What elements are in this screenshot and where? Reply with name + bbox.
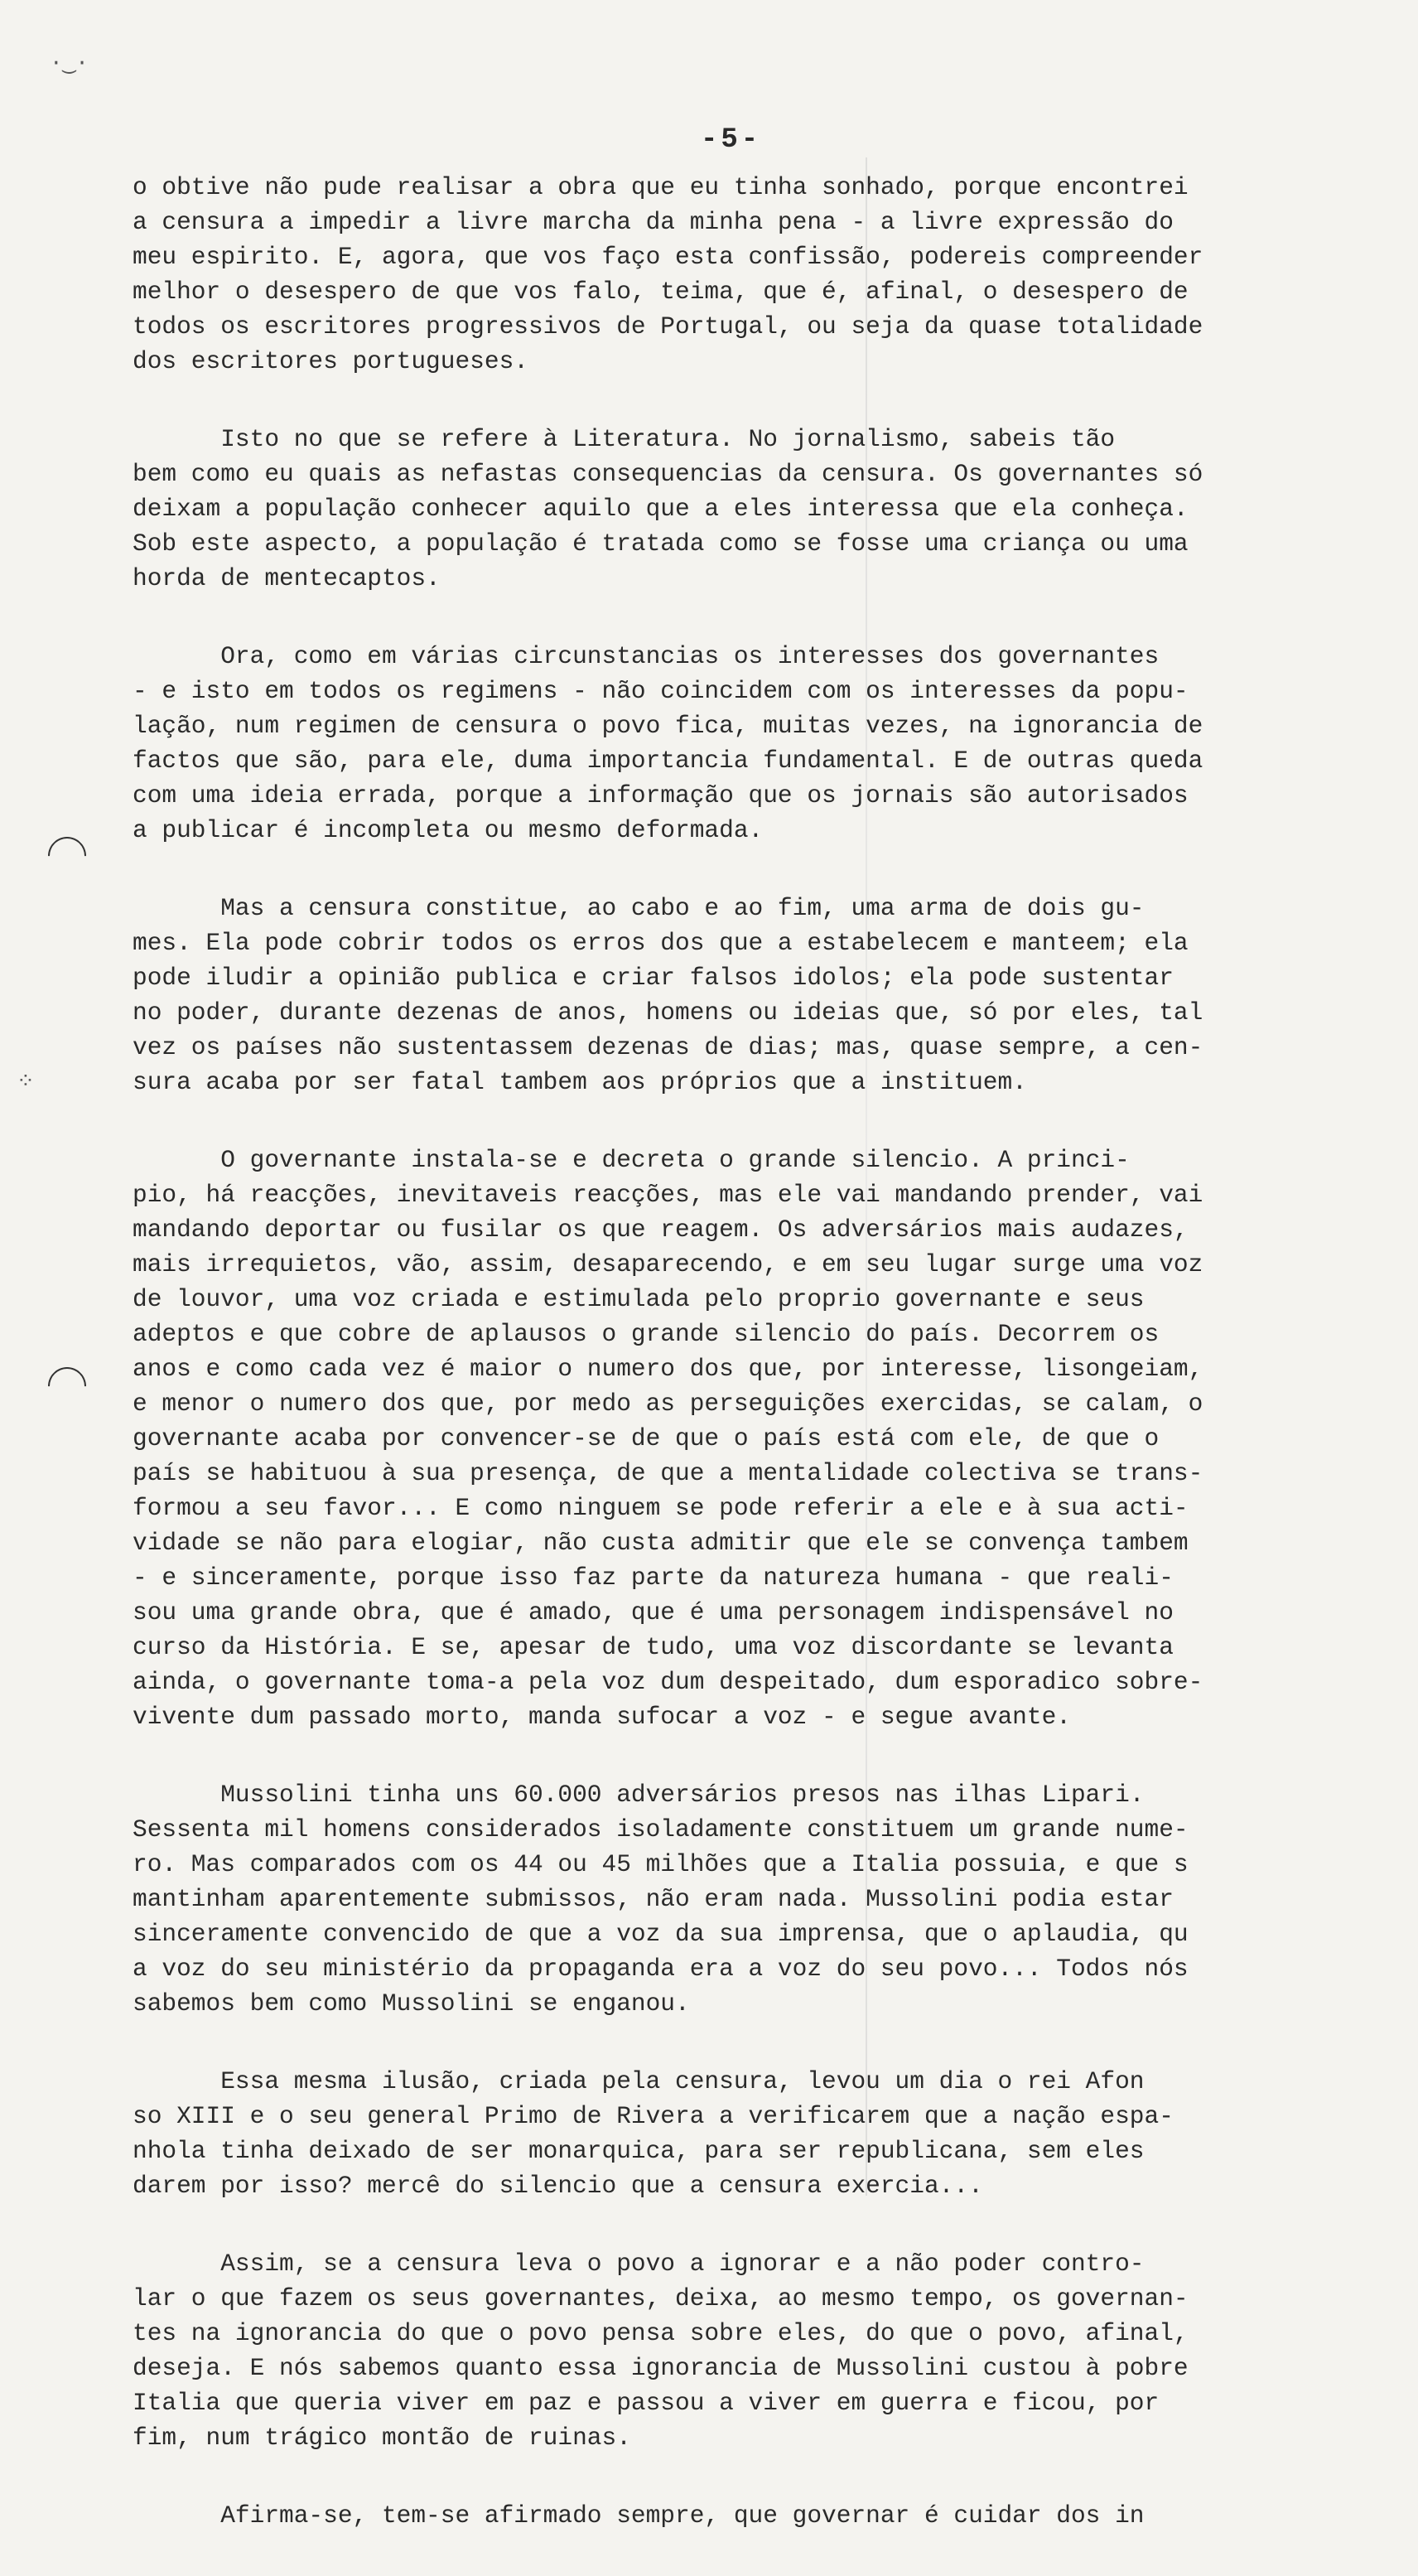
text-line: vez os países não sustentassem dezenas de dias; mas, quase sempre, a cen- [133,1033,1203,1061]
text-line: a voz do seu ministério da propaganda era a voz do seu povo... Todos nós [133,1955,1189,1983]
paragraph [133,1777,1358,2021]
text-line: nhola tinha deixado de ser monarquica, para ser republicana, sem eles [133,2137,1145,2165]
text-line: fim, num trágico montão de ruinas. [133,2424,631,2452]
text-line: Mussolini tinha uns 60.000 adversários presos nas ilhas Lipari. [133,1781,1145,1809]
text-line: a publicar é incompleta ou mesmo deformada. [133,816,764,844]
text-line: mais irrequietos, vão, assim, desaparecendo, e em seu lugar surge uma voz [133,1250,1203,1278]
text-line: Isto no que se refere à Literatura. No jornalismo, sabeis tão [133,425,1116,453]
text-line: vidade se não para elogiar, não custa admitir que ele se convença tambem [133,1529,1189,1557]
text-line: deseja. E nós sabemos quanto essa ignorancia de Mussolini custou à pobre [133,2354,1189,2382]
text-line: O governante instala-se e decreta o grande silencio. A princi- [133,1146,1130,1174]
text-line: factos que são, para ele, duma importancia fundamental. E de outras queda [133,747,1203,775]
text-line: mandando deportar ou fusilar os que reagem. Os adversários mais audazes, [133,1216,1189,1244]
text-line: lar o que fazem os seus governantes, deixa, ao mesmo tempo, os governan- [133,2284,1189,2313]
text-line: e menor o numero dos que, por medo as perseguições exercidas, se calam, o [133,1389,1203,1418]
text-line: a censura a impedir a livre marcha da minha pena - a livre expressão do [133,208,1174,236]
document-body [133,170,1358,2576]
text-line: vivente dum passado morto, manda sufocar a voz - e segue avante. [133,1703,1071,1731]
text-line: - e isto em todos os regimens - não coincidem com os interesses da popu- [133,677,1189,705]
paragraph [133,170,1358,379]
text-line: Essa mesma ilusão, criada pela censura, levou um dia o rei Afon [133,2067,1145,2095]
text-line: tes na ignorancia do que o povo pensa sobre eles, do que o povo, afinal, [133,2319,1189,2347]
text-line: Mas a censura constitue, ao cabo e ao fim, uma arma de dois gu- [133,894,1145,922]
ink-speck: ⁘ [17,1070,35,1095]
text-line: Sessenta mil homens considerados isoladamente constituem um grande nume- [133,1815,1189,1844]
text-line: so XIII e o seu general Primo de Rivera a verificarem que a nação espa- [133,2102,1174,2130]
text-line: governante acaba por convencer-se de que o país está com ele, de que o [133,1424,1160,1452]
text-line: Ora, como em várias circunstancias os interesses dos governantes [133,642,1160,670]
text-line: anos e como cada vez é maior o numero dos que, por interesse, lisongeiam, [133,1355,1203,1383]
paragraph [133,2246,1358,2455]
text-line: dos escritores portugueses. [133,347,528,375]
text-line: Afirma-se, tem-se afirmado sempre, que governar é cuidar dos in [133,2501,1145,2530]
paragraph [133,639,1358,848]
text-line: com uma ideia errada, porque a informação que os jornais são autorisados [133,781,1189,810]
paragraph [133,2498,1358,2533]
text-line: Assim, se a censura leva o povo a ignorar e a não poder contro- [133,2250,1145,2278]
text-line: Sob este aspecto, a população é tratada como se fosse uma criança ou uma [133,529,1189,558]
text-line: sou uma grande obra, que é amado, que é uma personagem indispensável no [133,1598,1174,1626]
text-line: - e sinceramente, porque isso faz parte da natureza humana - que reali- [133,1563,1174,1592]
corner-mark: ·‿· [50,51,89,75]
paragraph [133,891,1358,1100]
text-line: bem como eu quais as nefastas consequencias da censura. Os governantes só [133,460,1203,488]
text-line: ainda, o governante toma-a pela voz dum despeitado, dum esporadico sobre- [133,1668,1203,1696]
text-line: de louvor, uma voz criada e estimulada pelo proprio governante e seus [133,1285,1145,1313]
text-line: lação, num regimen de censura o povo fica, muitas vezes, na ignorancia de [133,712,1203,740]
text-line: melhor o desespero de que vos falo, teima, que é, afinal, o desespero de [133,278,1189,306]
page-number: -5- [701,124,762,156]
text-line: no poder, durante dezenas de anos, homens ou ideias que, só por eles, tal [133,998,1203,1027]
paragraph [133,2064,1358,2203]
text-line: todos os escritores progressivos de Portugal, ou seja da quase totalidade [133,312,1203,341]
text-line: Italia que queria viver em paz e passou a viver em guerra e ficou, por [133,2389,1160,2417]
text-line: mes. Ela pode cobrir todos os erros dos que a estabelecem e manteem; ela [133,929,1189,957]
text-line: sabemos bem como Mussolini se enganou. [133,1989,690,2018]
text-line: mantinham aparentemente submissos, não eram nada. Mussolini podia estar [133,1885,1174,1913]
text-line: o obtive não pude realisar a obra que eu tinha sonhado, porque encontrei [133,173,1189,201]
punch-hole-mark [40,1359,94,1413]
punch-hole-mark [40,829,94,882]
text-line: pio, há reacções, inevitaveis reacções, mas ele vai mandando prender, vai [133,1181,1203,1209]
text-line: deixam a população conhecer aquilo que a eles interessa que ela conheça. [133,495,1189,523]
text-line: pode iludir a opinião publica e criar falsos idolos; ela pode sustentar [133,964,1174,992]
text-line: sura acaba por ser fatal tambem aos próprios que a instituem. [133,1068,1027,1096]
text-line: curso da História. E se, apesar de tudo, uma voz discordante se levanta [133,1633,1174,1661]
paragraph [133,422,1358,596]
text-line: ro. Mas comparados com os 44 ou 45 milhões que a Italia possuia, e que s [133,1850,1189,1878]
text-line: horda de mentecaptos. [133,564,441,592]
text-line: adeptos e que cobre de aplausos o grande silencio do país. Decorrem os [133,1320,1160,1348]
paragraph [133,1143,1358,1734]
text-line: sinceramente convencido de que a voz da sua imprensa, que o aplaudia, qu [133,1920,1189,1948]
text-line: país se habituou à sua presença, de que a mentalidade colectiva se trans- [133,1459,1203,1487]
text-line: darem por isso? mercê do silencio que a censura exercia... [133,2172,983,2200]
text-line: formou a seu favor... E como ninguem se pode referir a ele e à sua acti- [133,1494,1189,1522]
text-line: meu espirito. E, agora, que vos faço esta confissão, podereis compreender [133,243,1203,271]
